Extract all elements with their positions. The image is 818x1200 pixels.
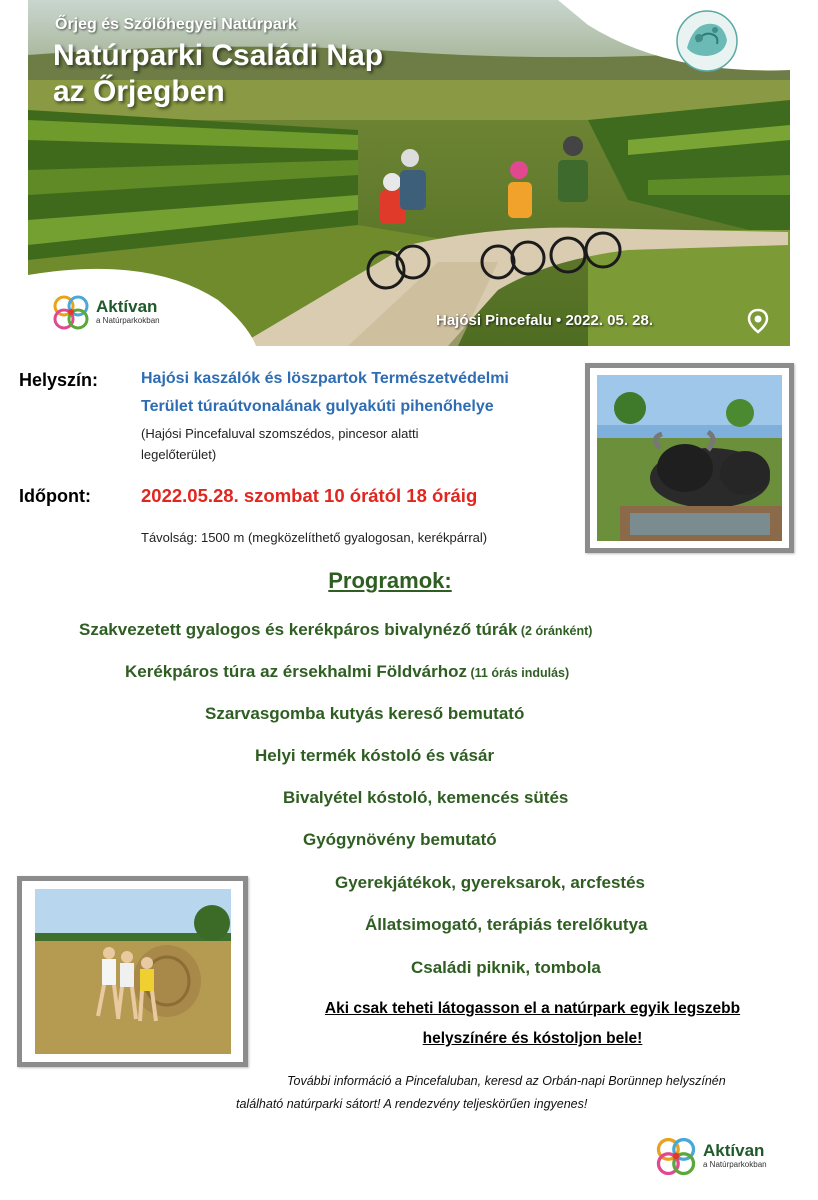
distance-info: Távolság: 1500 m (megközelíthető gyalogosan, kerékpárral) bbox=[141, 530, 488, 545]
hero-title bbox=[53, 38, 383, 110]
aktivan-logo-icon bbox=[653, 1134, 699, 1178]
program-item bbox=[125, 662, 569, 682]
program-item-note: (2 óránként) bbox=[517, 624, 593, 638]
kids-haybale-photo bbox=[22, 881, 243, 1062]
program-item bbox=[205, 704, 524, 724]
brand-main: Aktívan bbox=[96, 297, 158, 316]
buffalo-photo bbox=[590, 368, 789, 548]
aktivan-logo-icon bbox=[50, 292, 92, 332]
kids-haybale-photo-frame bbox=[17, 876, 248, 1067]
footer-info-line2: található natúrparki sátort! A rendezvény teljeskörűen ingyenes! bbox=[236, 1097, 588, 1111]
footer-info-line1: További információ a Pincefaluban, keresd az Orbán-napi Borünnep helyszínén bbox=[287, 1074, 726, 1088]
brand-main: Aktívan bbox=[703, 1141, 765, 1160]
program-item-note: (11 órás indulás) bbox=[467, 666, 570, 680]
program-item-main: Szarvasgomba kutyás kereső bemutató bbox=[205, 704, 525, 723]
call-to-action-line1: Aki csak teheti látogasson el a natúrpark egyik legszebb bbox=[324, 1000, 741, 1017]
program-item-main: Családi piknik, tombola bbox=[411, 958, 601, 977]
location-note-line2: legelőterület) bbox=[141, 447, 217, 462]
program-item-main: Állatsimogató, terápiás terelőkutya bbox=[365, 915, 648, 934]
location-line2: Terület túraútvonalának gulyakúti pihenőhelye bbox=[141, 398, 494, 415]
time-label: Időpont: bbox=[19, 486, 91, 506]
hero-kicker: Őrjeg és Szőlőhegyei Natúrpark bbox=[55, 16, 297, 33]
naturpark-logo-icon bbox=[673, 8, 741, 74]
location-note-line1: (Hajósi Pincefaluval szomszédos, pincesor alatti bbox=[141, 426, 419, 441]
program-item-main: Gyógynövény bemutató bbox=[303, 830, 497, 849]
program-item bbox=[365, 915, 647, 935]
location-label: Helyszín: bbox=[19, 370, 99, 390]
map-pin-icon bbox=[746, 308, 770, 334]
hero-location-date: Hajósi Pincefalu • 2022. 05. 28. bbox=[436, 312, 654, 329]
buffalo-photo-frame bbox=[585, 363, 794, 553]
program-item-main: Kerékpáros túra az érsekhalmi Földvárhoz bbox=[125, 662, 468, 681]
hero-banner bbox=[28, 0, 790, 346]
program-item bbox=[303, 830, 497, 850]
program-item bbox=[79, 620, 592, 640]
brand-sub: a Natúrparkokban bbox=[96, 316, 160, 325]
program-item bbox=[411, 958, 601, 978]
brand-sub: a Natúrparkokban bbox=[703, 1160, 767, 1169]
program-item-main: Gyerekjátékok, gyereksarok, arcfestés bbox=[335, 873, 645, 892]
program-item bbox=[255, 746, 494, 766]
aktivan-brand-hero bbox=[50, 292, 160, 332]
program-item-main: Bivalyétel kóstoló, kemencés sütés bbox=[283, 788, 569, 807]
program-item bbox=[335, 873, 645, 893]
hero-title-line2: az Őrjegben bbox=[53, 75, 225, 108]
program-item bbox=[283, 788, 568, 808]
event-date-time: 2022.05.28. szombat 10 órától 18 óráig bbox=[141, 485, 478, 506]
hero-title-line1: Natúrparki Családi Nap bbox=[53, 39, 384, 72]
location-line1: Hajósi kaszálók és löszpartok Természetvédelmi bbox=[141, 370, 509, 387]
program-item-main: Helyi termék kóstoló és vásár bbox=[255, 746, 495, 765]
call-to-action-line2: helyszínére és kóstoljon bele! bbox=[422, 1030, 643, 1047]
programs-title: Programok: bbox=[328, 568, 452, 593]
aktivan-brand-footer bbox=[653, 1134, 767, 1178]
program-item-main: Szakvezetett gyalogos és kerékpáros bivalynéző túrák bbox=[79, 620, 518, 639]
